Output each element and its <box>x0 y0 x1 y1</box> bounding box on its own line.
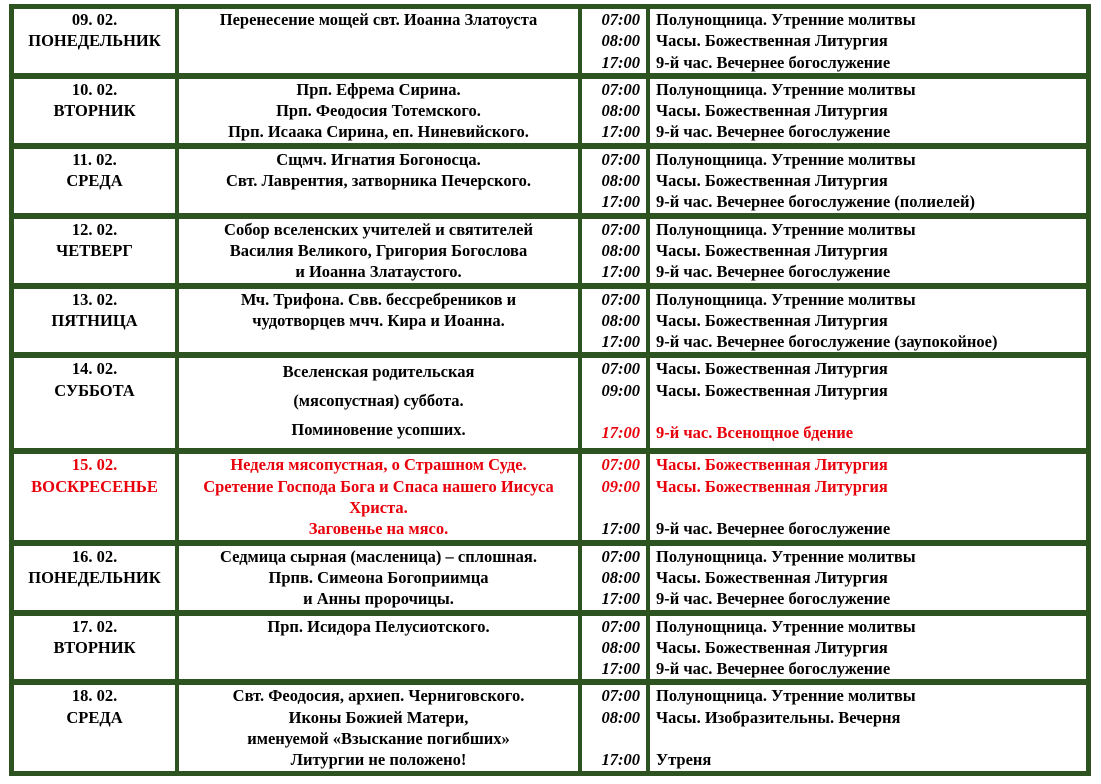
day-date: 15. 02. <box>71 455 118 475</box>
service-time: 07:00 <box>601 359 640 379</box>
service-time: 07:00 <box>601 219 640 239</box>
service-name <box>656 497 1083 518</box>
feast-line: Заговенье на мясо. <box>308 519 449 539</box>
service-time: 07:00 <box>601 455 640 475</box>
service-name: 9-й час. Всенощное бдение <box>656 423 854 443</box>
service-time: 08:00 <box>601 707 640 727</box>
day-date: 12. 02. <box>71 219 118 239</box>
feast-line: Поминовение усопших. <box>291 420 466 440</box>
day-date-cell <box>12 544 177 612</box>
service-name: Часы. Божественная Литургия <box>656 171 888 191</box>
service-name: Полунощница. Утренние молитвы <box>656 686 916 706</box>
service-time: 07:00 <box>601 79 640 99</box>
day-weekday: СУББОТА <box>54 380 135 400</box>
feast-line: Прп. Исидора Пелусиотского. <box>267 616 490 636</box>
day-weekday: СРЕДА <box>66 171 123 191</box>
service-time: 07:00 <box>601 149 640 169</box>
day-weekday: ВТОРНИК <box>53 637 136 657</box>
service-times-cell <box>580 683 648 772</box>
service-names-cell <box>648 614 1088 682</box>
service-time: 17:00 <box>601 52 640 72</box>
service-names-cell <box>648 147 1088 215</box>
service-times-cell <box>580 614 648 682</box>
day-date: 10. 02. <box>71 79 118 99</box>
service-time: 17:00 <box>601 659 640 679</box>
day-feast-cell <box>177 614 580 682</box>
feast-line: Сщмч. Игнатия Богоносца. <box>276 149 481 169</box>
service-time: 08:00 <box>601 101 640 121</box>
feast-line: Свт. Лаврентия, затворника Печерского. <box>225 171 532 191</box>
service-time: 08:00 <box>601 637 640 657</box>
day-row <box>12 683 1088 772</box>
day-row <box>12 544 1088 612</box>
service-time: 08:00 <box>601 31 640 51</box>
service-name: 9-й час. Вечернее богослужение <box>656 659 891 679</box>
service-time: 17:00 <box>601 192 640 212</box>
service-name: Полунощница. Утренние молитвы <box>656 79 916 99</box>
day-date-cell <box>12 452 177 541</box>
service-name: Часы. Божественная Литургия <box>656 637 888 657</box>
service-name: 9-й час. Вечернее богослужение <box>656 519 891 539</box>
day-row <box>12 77 1088 145</box>
service-name: 9-й час. Вечернее богослужение <box>656 52 891 72</box>
service-time: 17:00 <box>601 423 640 443</box>
service-name: Полунощница. Утренние молитвы <box>656 10 916 29</box>
service-times-cell <box>580 217 648 285</box>
day-row <box>12 147 1088 215</box>
service-name: Полунощница. Утренние молитвы <box>656 149 916 169</box>
day-weekday: ЧЕТВЕРГ <box>56 240 133 260</box>
day-date-cell <box>12 356 177 450</box>
service-names-cell <box>648 77 1088 145</box>
service-time: 17:00 <box>601 122 640 142</box>
service-name: Часы. Изобразительны. Вечерня <box>656 707 901 727</box>
service-names-cell <box>648 683 1088 772</box>
feast-line: (мясопустная) суббота. <box>293 391 464 411</box>
service-name: Часы. Божественная Литургия <box>656 476 888 496</box>
service-name: 9-й час. Вечернее богослужение (полиелей) <box>656 192 975 212</box>
service-times-cell <box>580 356 648 450</box>
service-name: 9-й час. Вечернее богослужение <box>656 589 891 609</box>
service-name: Полунощница. Утренние молитвы <box>656 219 916 239</box>
day-weekday: ПЯТНИЦА <box>51 310 138 330</box>
feast-line: Мч. Трифона. Свв. бессребреников и <box>240 289 517 309</box>
service-time: 08:00 <box>601 310 640 330</box>
day-row <box>12 7 1088 75</box>
feast-line: Перенесение мощей свт. Иоанна Златоуста <box>219 10 538 29</box>
service-time: 09:00 <box>601 380 640 400</box>
service-time <box>585 728 640 749</box>
service-time: 17:00 <box>601 519 640 539</box>
service-time: 17:00 <box>601 589 640 609</box>
service-name: Часы. Божественная Литургия <box>656 240 888 260</box>
day-row <box>12 287 1088 355</box>
day-date: 17. 02. <box>71 616 118 636</box>
feast-line: Сретение Господа Бога и Спаса нашего Иисуса <box>203 476 554 496</box>
service-time: 08:00 <box>601 240 640 260</box>
service-time: 17:00 <box>601 750 640 770</box>
feast-line: и Иоанна Златаустого. <box>295 262 462 282</box>
service-name: Утреня <box>656 750 712 770</box>
service-name: Часы. Божественная Литургия <box>656 567 888 587</box>
day-feast-cell <box>177 77 580 145</box>
day-date: 16. 02. <box>71 546 118 566</box>
day-feast-cell <box>177 147 580 215</box>
service-time: 09:00 <box>601 476 640 496</box>
feast-line: чудотворцев мчч. Кира и Иоанна. <box>252 310 505 330</box>
feast-line: Свт. Феодосия, архиеп. Черниговского. <box>232 686 525 706</box>
day-date: 13. 02. <box>71 289 118 309</box>
service-name: Часы. Божественная Литургия <box>656 31 888 51</box>
feast-line: Иконы Божией Матери, <box>288 707 469 727</box>
service-names-cell <box>648 544 1088 612</box>
day-date: 18. 02. <box>71 686 118 706</box>
day-date: 14. 02. <box>71 359 118 379</box>
service-time: 08:00 <box>601 171 640 191</box>
day-row <box>12 217 1088 285</box>
service-times-cell <box>580 544 648 612</box>
day-weekday: ПОНЕДЕЛЬНИК <box>28 31 161 51</box>
service-time: 17:00 <box>601 332 640 352</box>
schedule-body <box>12 7 1088 773</box>
day-date-cell <box>12 7 177 75</box>
service-names-cell <box>648 452 1088 541</box>
service-name <box>656 728 1083 749</box>
service-name: Часы. Божественная Литургия <box>656 380 888 400</box>
feast-line: Прп. Исаака Сирина, еп. Ниневийского. <box>228 122 529 142</box>
feast-line: Неделя мясопустная, о Страшном Суде. <box>230 455 527 475</box>
service-time <box>585 497 640 518</box>
day-date-cell <box>12 217 177 285</box>
day-weekday: ВОСКРЕСЕНЬЕ <box>31 476 158 496</box>
service-time: 07:00 <box>601 616 640 636</box>
service-name: Полунощница. Утренние молитвы <box>656 616 916 636</box>
service-name: Часы. Божественная Литургия <box>656 359 888 379</box>
day-feast-cell <box>177 683 580 772</box>
feast-line: и Анны пророчицы. <box>303 589 454 609</box>
service-names-cell <box>648 356 1088 450</box>
feast-line: Седмица сырная (масленица) – сплошная. <box>219 546 537 566</box>
day-feast-cell <box>177 452 580 541</box>
day-date-cell <box>12 77 177 145</box>
day-row <box>12 614 1088 682</box>
service-name: Часы. Божественная Литургия <box>656 101 888 121</box>
day-weekday: ВТОРНИК <box>53 101 136 121</box>
service-names-cell <box>648 217 1088 285</box>
service-names-cell <box>648 7 1088 75</box>
service-name: Полунощница. Утренние молитвы <box>656 546 916 566</box>
service-time: 08:00 <box>601 567 640 587</box>
day-weekday: ПОНЕДЕЛЬНИК <box>28 567 161 587</box>
day-date: 09. 02. <box>71 10 118 29</box>
service-name: Часы. Божественная Литургия <box>656 455 888 475</box>
service-names-cell <box>648 287 1088 355</box>
day-row <box>12 452 1088 541</box>
day-feast-cell <box>177 356 580 450</box>
service-time: 07:00 <box>601 546 640 566</box>
service-schedule-table <box>9 4 1091 776</box>
feast-line: Прп. Феодосия Тотемского. <box>276 101 481 121</box>
day-feast-cell <box>177 544 580 612</box>
service-times-cell <box>580 147 648 215</box>
service-times-cell <box>580 287 648 355</box>
day-date-cell <box>12 147 177 215</box>
feast-line: Василия Великого, Григория Богослова <box>229 240 528 260</box>
service-time: 07:00 <box>601 10 640 29</box>
service-name: Часы. Божественная Литургия <box>656 310 888 330</box>
service-name: 9-й час. Вечернее богослужение <box>656 262 891 282</box>
day-row <box>12 356 1088 450</box>
feast-line: Вселенская родительская <box>282 362 475 382</box>
day-feast-cell <box>177 7 580 75</box>
feast-line: Прпв. Симеона Богоприимца <box>268 567 489 587</box>
feast-line: Христа. <box>349 498 408 518</box>
service-times-cell <box>580 452 648 541</box>
day-date-cell <box>12 614 177 682</box>
feast-line: Собор вселенских учителей и святителей <box>224 219 533 239</box>
service-times-cell <box>580 77 648 145</box>
day-weekday: СРЕДА <box>66 707 123 727</box>
day-date-cell <box>12 683 177 772</box>
feast-line: Прп. Ефрема Сирина. <box>296 79 461 99</box>
day-date: 11. 02. <box>72 149 117 169</box>
feast-line: именуемой «Взыскание погибших» <box>247 729 510 749</box>
service-time: 07:00 <box>601 289 640 309</box>
service-time: 07:00 <box>601 686 640 706</box>
service-time <box>585 401 640 422</box>
service-name: 9-й час. Вечернее богослужение <box>656 122 891 142</box>
service-times-cell <box>580 7 648 75</box>
day-date-cell <box>12 287 177 355</box>
day-feast-cell <box>177 217 580 285</box>
service-name <box>656 401 1083 422</box>
service-name: 9-й час. Вечернее богослужение (заупокойное) <box>656 332 998 352</box>
service-time: 17:00 <box>601 262 640 282</box>
feast-line: Литургии не положено! <box>290 750 467 770</box>
day-feast-cell <box>177 287 580 355</box>
service-name: Полунощница. Утренние молитвы <box>656 289 916 309</box>
